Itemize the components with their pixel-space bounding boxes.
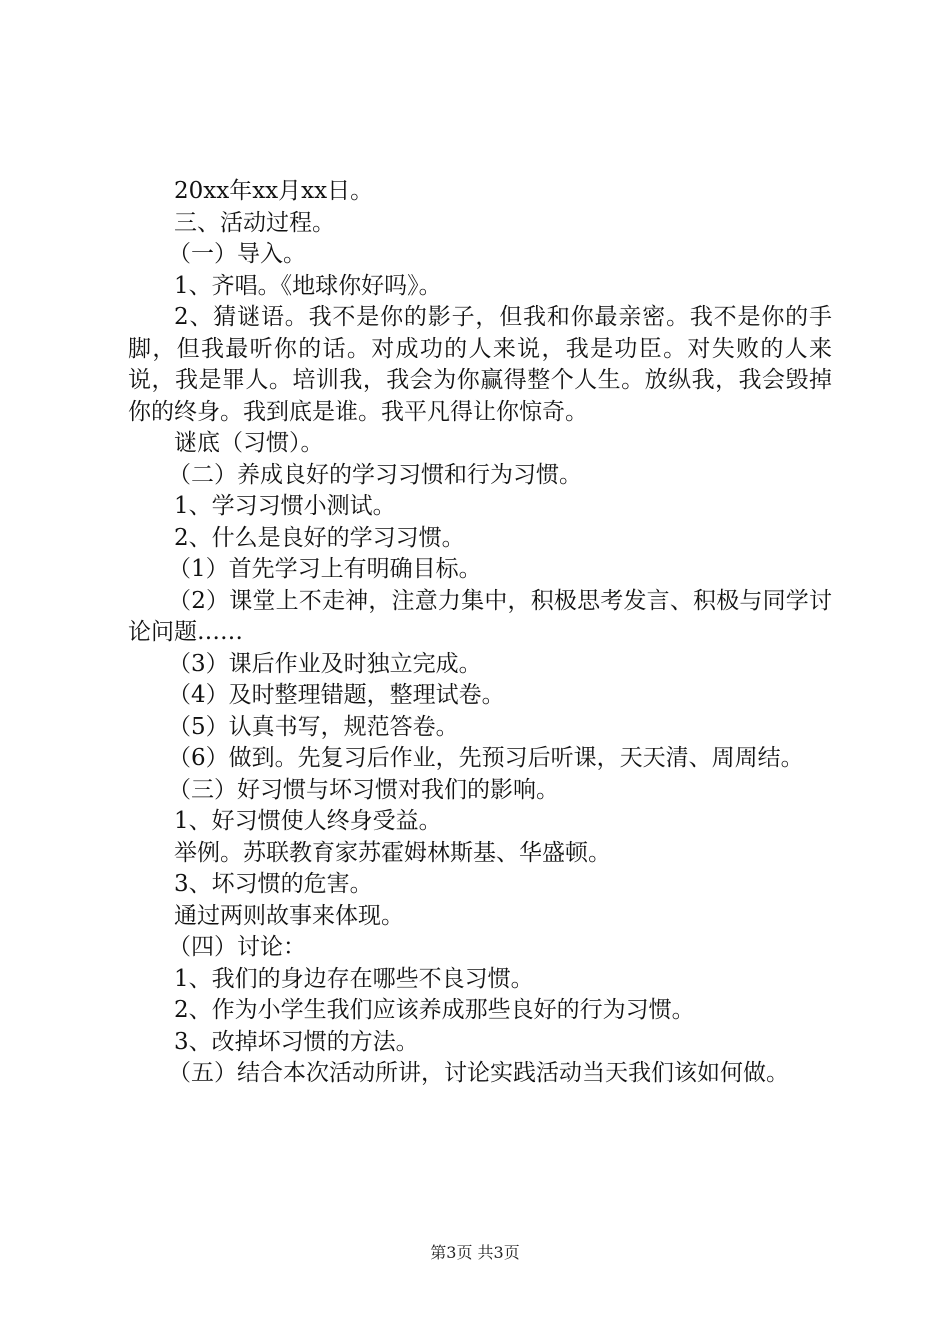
subsection-heading-good-habits: （二）养成良好的学习习惯和行为习惯。 [168, 461, 582, 488]
document-body [128, 176, 832, 1090]
subsection-heading-intro: （一）导入。 [168, 241, 306, 267]
list-item: 1、我们的身边存在哪些不良习惯。 [174, 965, 534, 992]
list-item: 1、好习惯使人终身受益。 [174, 808, 442, 834]
sub-list-item: （5）认真书写，规范答卷。 [168, 713, 459, 740]
list-item: 1、学习习惯小测试。 [174, 493, 396, 519]
sub-list-item: （4）及时整理错题，整理试卷。 [168, 682, 505, 708]
subsection-heading-influence: （三）好习惯与坏习惯对我们的影响。 [168, 776, 559, 803]
riddle-answer: 谜底（习惯）。 [174, 430, 324, 456]
subsection-heading-discussion: （四）讨论： [168, 934, 306, 960]
example-text: 举例。苏联教育家苏霍姆林斯基、华盛顿。 [174, 839, 611, 866]
subsection-heading-summary: （五）结合本次活动所讲，讨论实践活动当天我们该如何做。 [168, 1060, 789, 1086]
sub-list-item: （3）课后作业及时独立完成。 [168, 650, 482, 677]
sub-list-item: （6）做到。先复习后作业，先预习后听课，天天清、周周结。 [168, 745, 804, 771]
page-number-footer: 第3页 共3页 [430, 1243, 520, 1262]
paragraph-date: 20xx年xx月xx日。 [174, 178, 374, 204]
list-item: 1、齐唱。《地球你好吗》。 [174, 272, 442, 299]
list-item: 3、改掉坏习惯的方法。 [174, 1028, 419, 1055]
sub-list-item: （1）首先学习上有明确目标。 [168, 556, 482, 582]
list-item: 2、什么是良好的学习习惯。 [174, 524, 465, 551]
sub-list-item: （2）课堂上不走神，注意力集中，积极思考发言、积极与同学讨论问题…… [128, 587, 832, 645]
list-item: 2、作为小学生我们应该养成那些良好的行为习惯。 [174, 997, 695, 1023]
list-item: 3、坏习惯的危害。 [174, 871, 373, 897]
body-text: 通过两则故事来体现。 [174, 902, 404, 929]
section-heading-activity-process: 三、活动过程。 [174, 209, 335, 236]
list-item-riddle: 2、猜谜语。我不是你的影子，但我和你最亲密。我不是你的手脚，但我最听你的话。对成功的人来说，我是功臣。对失败的人来说，我是罪人。培训我，我会为你赢得整个人生。放纵我，我会毁掉你的终身。我到底是谁。我平凡得让你惊奇。 [128, 304, 832, 425]
